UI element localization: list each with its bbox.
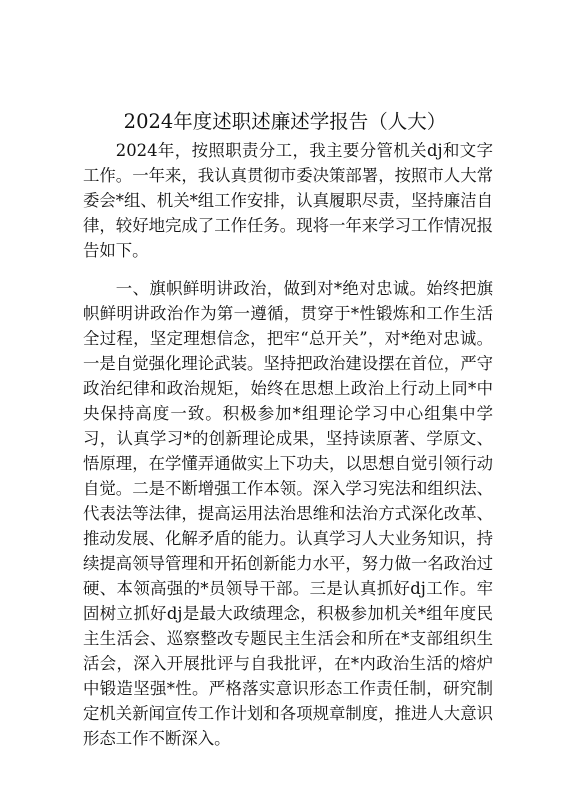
paragraph-section-one: 一、旗帜鲜明讲政治，做到对*绝对忠诚。始终把旗帜鲜明讲政治作为第一遵循，贯穿于*性锻炼和工作生活全过程，坚定理想信念，把牢“总开关”，对*绝对忠诚。一是自觉强化理论武装。坚持把政治建设摆在首位，严守政治纪律和政治规矩，始终在思想上政治上行动上同*中央保持高度一致。积极参加*组理论学习中心组集中学习，认真学习*的创新理论成果，坚持读原著、学原文、悟原理，在学懂弄通做实上下功夫，以思想自觉引领行动自觉。二是不断增强工作本领。深入学习宪法和组织法、代表法等法律，提高运用法治思维和法治方式深化改革、推动发展、化解矛盾的能力。认真学习人大业务知识，持续提高领导管理和开拓创新能力水平，努力做一名政治过硬、本领高强的*员领导干部。三是认真抓好dj工作。牢固树立抓好dj是最大政绩理念，积极参加机关*组年度民主生活会、巡察整改专题民主生活会和所在*支部组织生活会，深入开展批评与自我批评，在*内政治生活的熔炉中锻造坚强*性。严格落实意识形态工作责任制，研究制定机关新闻宣传工作计划和各项规章制度，推进人大意识形态工作不断深入。 xyxy=(83,279,493,748)
document-title: 2024年度述职述廉述学报告（人大） xyxy=(123,110,447,133)
document-body xyxy=(83,138,493,751)
paragraph-intro: 2024年，按照职责分工，我主要分管机关dj和文字工作。一年来，我认真贯彻市委决策部署，按照市人大常委会*组、机关*组工作安排，认真履职尽责，坚持廉洁自律，较好地完成了工作任务。现将一年来学习工作情况报告如下。 xyxy=(83,141,493,260)
